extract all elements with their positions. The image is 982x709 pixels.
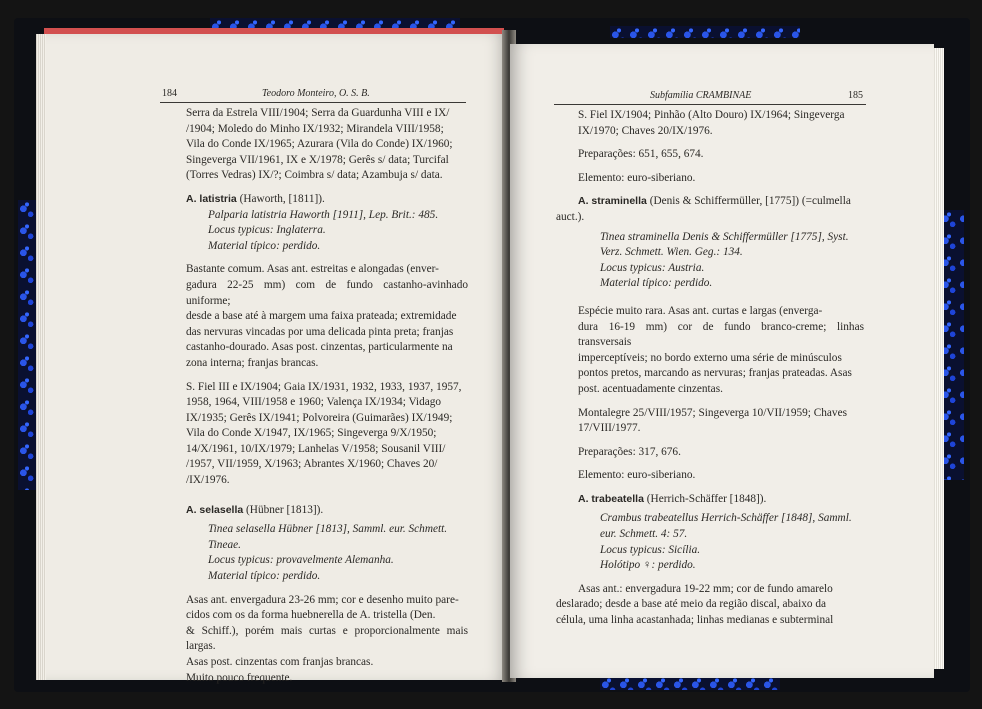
page-stack-edge [934,48,944,669]
species-heading [556,194,864,210]
text-line: Vila do Conde X/1947, IX/1965; Singeverga 9/X/1950; [186,427,437,440]
text-line: post. acentuadamente cinzentas. [578,382,723,395]
page-number: 184 [162,88,177,99]
text-line: Crambus trabeatellus Herrich-Schäffer [1848], Samml. [600,512,852,525]
text-line: (Torres Vedras) IX/?; Coimbra s/ data; Azambuja s/ data. [186,169,443,182]
text-line: /IX/1976. [186,474,230,487]
synonymy-block [164,208,468,255]
species-name: A. latistria [186,192,237,205]
page-number: 185 [848,90,863,101]
text-line: S. Fiel III e IX/1904; Gaia IX/1931, 1932, 1933, 1937, 1957, [186,380,462,393]
preparations-line: Preparações: 651, 655, 674. [578,148,704,161]
text-line: 14/X/1961, 10/IX/1979; Lanhelas V/1958; Sousanil VIII/ [186,442,446,455]
paragraph-localities [164,380,468,489]
species-heading [556,492,864,508]
text-line: cidos com os da forma huebnerella de A. tristella (Den. [186,609,436,622]
text-line: /1957, VII/1959, X/1963; Abrantes X/1960; Chaves 20/ [186,458,438,471]
text-line: Locus typicus: Inglaterra. [208,224,326,237]
text-line: Asas ant.: envergadura 19-22 mm; cor de fundo amarelo [578,582,833,595]
paragraph-description [556,582,864,598]
header-rule [554,104,866,105]
species-author: (Haworth, [1811]). [236,192,325,205]
left-page [44,34,508,684]
running-header: Teodoro Monteiro, O. S. B. [262,88,370,99]
paragraph-description [164,593,468,687]
text-line: Serra da Estrela VIII/1904; Serra da Guardunha VIII e IX/ [186,107,450,119]
species-name: A. straminella [578,195,647,208]
text-line: Material típico: perdido. [208,570,321,583]
header-rule [160,102,466,103]
text-line: Bastante comum. Asas ant. estreitas e alongadas (enver- [186,263,439,276]
paragraph-description [164,262,468,371]
species-author: (Herrich-Schäffer [1848]). [643,492,767,505]
text-line: desde a base até à margem uma faixa prateada; extremidade [186,310,457,323]
text-line: Material típico: perdido. [600,277,713,290]
text-line: Singeverga VII/1961, IX e X/1978; Gerês s/ data; Turcifal [186,153,449,166]
species-heading [164,192,468,208]
right-page [510,44,934,678]
text-line: célula, uma linha acastanhada; linhas medianas e subterminal [556,614,834,627]
marbled-cover-pattern [600,676,780,690]
species-heading [164,503,468,519]
text-line: Tinea selasella Hübner [1813], Samml. eur. Schmett. [208,523,448,536]
text-line: Verz. Schmett. Wien. Geg.: 134. [600,246,743,259]
text-line: Tinea straminella Denis & Schiffermüller [1775], Syst. [600,230,849,243]
paragraph-localities [164,106,468,184]
text-line: Locus typicus: Sicília. [600,543,701,556]
text-line: Locus typicus: provavelmente Alemanha. [208,554,394,567]
text-line: Muito pouco frequente. [186,671,293,684]
species-author: (Denis & Schiffermüller, [1775]) (=culmella [646,195,851,208]
text-line: IX/1935; Gerês IX/1941; Polvoreira (Guimarães) IX/1949; [186,411,453,424]
text-line: imperceptíveis; no bordo externo uma série de minúsculos [578,351,842,364]
text-line: /1904; Moledo do Minho IX/1932; Mirandela VIII/1958; [186,122,444,135]
species-name: A. trabeatella [578,492,644,505]
text-line: Tineae. [208,538,241,551]
text-line: Espécie muito rara. Asas ant. curtas e largas (enverga- [578,304,823,317]
synonymy-block [556,511,864,573]
paragraph-description [556,304,864,398]
marbled-cover-pattern [610,26,800,38]
preparations-line: Preparações: 317, 676. [578,445,681,458]
text-line: gadura 22-25 mm) com de fundo castanho-avinhado uniforme; [186,278,468,307]
text-line: das nervuras vincadas por uma delicada pinta preta; franjas [186,325,454,338]
text-line: IX/1970; Chaves 20/IX/1976. [578,124,713,137]
text-line: dura 16-19 mm) cor de fundo branco-creme; linhas transversais [578,320,864,349]
synonymy-block [164,522,468,584]
text-line: Material típico: perdido. [208,239,321,252]
text-line: Asas post. cinzentas com franjas brancas. [186,656,374,668]
text-line: Locus typicus: Austria. [600,261,705,274]
text-line: Palparia latistria Haworth [1911], Lep. Brit.: 485. [208,208,439,221]
right-page-body [556,108,864,629]
text-line: auct.). [556,210,585,223]
left-page-body [164,106,468,686]
text-line: castanho-dourado. Asas post. cinzentas, particularmente na [186,341,453,354]
text-line: Vila do Conde IX/1965; Azurara (Vila do Conde) IX/1960; [186,138,453,151]
text-line: Holótipo ♀: perdido. [600,559,696,572]
species-author: (Hübner [1813]). [243,503,324,516]
page-top-edge [44,28,504,34]
synonymy-block [556,230,864,292]
paragraph-localities [556,406,864,437]
text-line: 1958, 1964, VIII/1958 e 1960; Valença IX/1934; Vidago [186,396,442,409]
text-line: 17/VIII/1977. [578,422,641,435]
text-line: S. Fiel IX/1904; Pinhão (Alto Douro) IX/1964; Singeverga [578,109,845,121]
text-line: pontos pretos, marcando as nervuras; franjas prateadas. Asas [578,367,852,380]
text-line: zona interna; franjas brancas. [186,356,319,369]
page-stack-edge [36,34,46,680]
running-header: Subfamília CRAMBINAE [650,90,752,101]
text-line: eur. Schmett. 4: 57. [600,528,688,541]
text-line: & Schiff.), porém mais curtas e proporcionalmente mais largas. [186,624,468,653]
paragraph-localities [556,108,864,139]
element-line: Elemento: euro-siberiano. [578,469,696,482]
text-line: deslarado; desde a base até meio da região discal, abaixo da [556,598,827,611]
text-line: Asas ant. envergadura 23-26 mm; cor e desenho muito pare- [186,593,459,606]
text-line: Montalegre 25/VIII/1957; Singeverga 10/VII/1959; Chaves [578,406,847,419]
element-line: Elemento: euro-siberiano. [578,171,696,184]
species-name: A. selasella [186,503,244,516]
